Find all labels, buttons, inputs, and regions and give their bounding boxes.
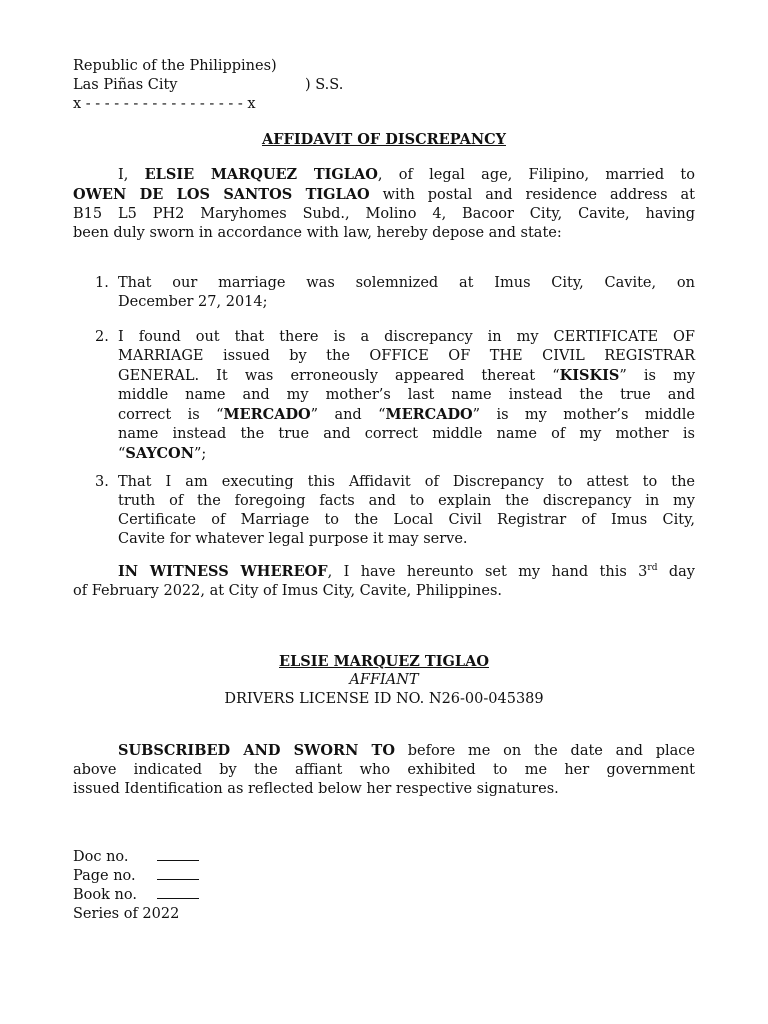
item-text: GENERAL. It was erroneously appeared thereat “ <box>118 368 560 384</box>
list-item <box>95 328 695 464</box>
intro-line-3: B15 L5 PH2 Maryhomes Subd., Molino 4, Bacoor City, Cavite, having <box>73 206 695 222</box>
caption-ss: ) S.S. <box>305 77 344 93</box>
caption-separator: x - - - - - - - - - - - - - - - - - x <box>73 96 256 112</box>
intro-text: I, <box>118 167 145 183</box>
item-line: December 27, 2014; <box>118 294 268 310</box>
item-number: 2. <box>95 329 109 345</box>
affiant-name: ELSIE MARQUEZ TIGLAO <box>144 166 378 183</box>
item-line <box>118 444 695 464</box>
witness-text: , I have hereunto set my hand this 3 <box>327 564 648 580</box>
intro-paragraph <box>73 165 695 243</box>
doc-no-blank <box>157 848 199 861</box>
item-text: ” and “ <box>310 407 386 423</box>
intro-line-4: been duly sworn in accordance with law, hereby depose and state: <box>73 225 562 241</box>
witness-line-2: of February 2022, at City of Imus City, Cavite, Philippines. <box>73 583 503 599</box>
item-line: Cavite for whatever legal purpose it may serve. <box>118 531 468 547</box>
signatory-role: AFFIANT <box>349 672 419 688</box>
witness-paragraph <box>73 562 695 601</box>
item-text: “ <box>118 446 126 462</box>
intro-line-2 <box>73 185 695 205</box>
item-line: middle name and my mother’s last name instead the true and <box>118 387 695 403</box>
item-bold-text: KISKIS <box>559 367 620 384</box>
jurat-paragraph <box>73 741 695 799</box>
series-line: Series of 2022 <box>73 906 180 922</box>
item-number: 3. <box>95 474 109 490</box>
item-line <box>118 405 695 425</box>
signatory-name: ELSIE MARQUEZ TIGLAO <box>279 653 489 670</box>
page-no-label: Page no. <box>73 868 136 884</box>
item-line: I found out that there is a discrepancy in my CERTIFICATE OF <box>118 329 695 345</box>
spouse-name: OWEN DE LOS SANTOS TIGLAO <box>73 186 370 203</box>
witness-line-1 <box>73 562 695 582</box>
item-line: That I am executing this Affidavit of Discrepancy to attest to the <box>118 474 695 490</box>
item-line: name instead the true and correct middle name of my mother is <box>118 426 695 442</box>
doc-no-label: Doc no. <box>73 849 129 865</box>
item-text: correct is “ <box>118 407 224 423</box>
doc-no-line <box>73 848 199 867</box>
item-line: That our marriage was solemnized at Imus City, Cavite, on <box>118 275 695 291</box>
item-bold-text: SAYCON <box>125 445 194 462</box>
list-item <box>95 274 695 312</box>
ordinal-suffix: rd <box>647 563 658 574</box>
notarial-register <box>73 848 199 924</box>
jurat-bold: SUBSCRIBED AND SWORN TO <box>118 742 395 759</box>
caption-city-name: Las Piñas City <box>73 77 178 93</box>
item-text: ”; <box>193 446 207 462</box>
intro-text: , of legal age, Filipino, married to <box>377 167 695 183</box>
item-text: ” is my <box>619 368 696 384</box>
document-title: AFFIDAVIT OF DISCREPANCY <box>262 131 506 148</box>
item-text: ” is my mother’s middle <box>472 407 696 423</box>
item-line <box>118 366 695 386</box>
item-line: MARRIAGE issued by the OFFICE OF THE CIVIL REGISTRAR <box>118 348 695 364</box>
witness-bold: IN WITNESS WHEREOF <box>118 563 328 580</box>
witness-text: day <box>657 564 696 580</box>
item-number: 1. <box>95 275 109 291</box>
list-item <box>95 473 695 549</box>
jurat-text: before me on the date and place <box>394 743 696 759</box>
item-bold-text: MERCADO <box>223 406 311 423</box>
intro-line-1 <box>73 165 695 185</box>
signature-block <box>0 652 768 709</box>
book-no-line <box>73 886 199 905</box>
caption-city <box>73 76 178 95</box>
item-line: truth of the foregoing facts and to explain the discrepancy in my <box>118 493 695 509</box>
book-no-label: Book no. <box>73 887 137 903</box>
signatory-id: DRIVERS LICENSE ID NO. N26-00-045389 <box>224 691 544 707</box>
item-bold-text: MERCADO <box>385 406 473 423</box>
jurat-line-1 <box>73 741 695 761</box>
jurat-line-2: above indicated by the affiant who exhibited to me her government <box>73 762 695 778</box>
caption-republic: Republic of the Philippines) <box>73 58 277 74</box>
jurat-line-3: issued Identification as reflected below her respective signatures. <box>73 781 559 797</box>
item-line: Certificate of Marriage to the Local Civil Registrar of Imus City, <box>118 512 695 528</box>
page-no-line <box>73 867 199 886</box>
book-no-blank <box>157 886 199 899</box>
page-no-blank <box>157 867 199 880</box>
intro-text: with postal and residence address at <box>369 187 695 203</box>
